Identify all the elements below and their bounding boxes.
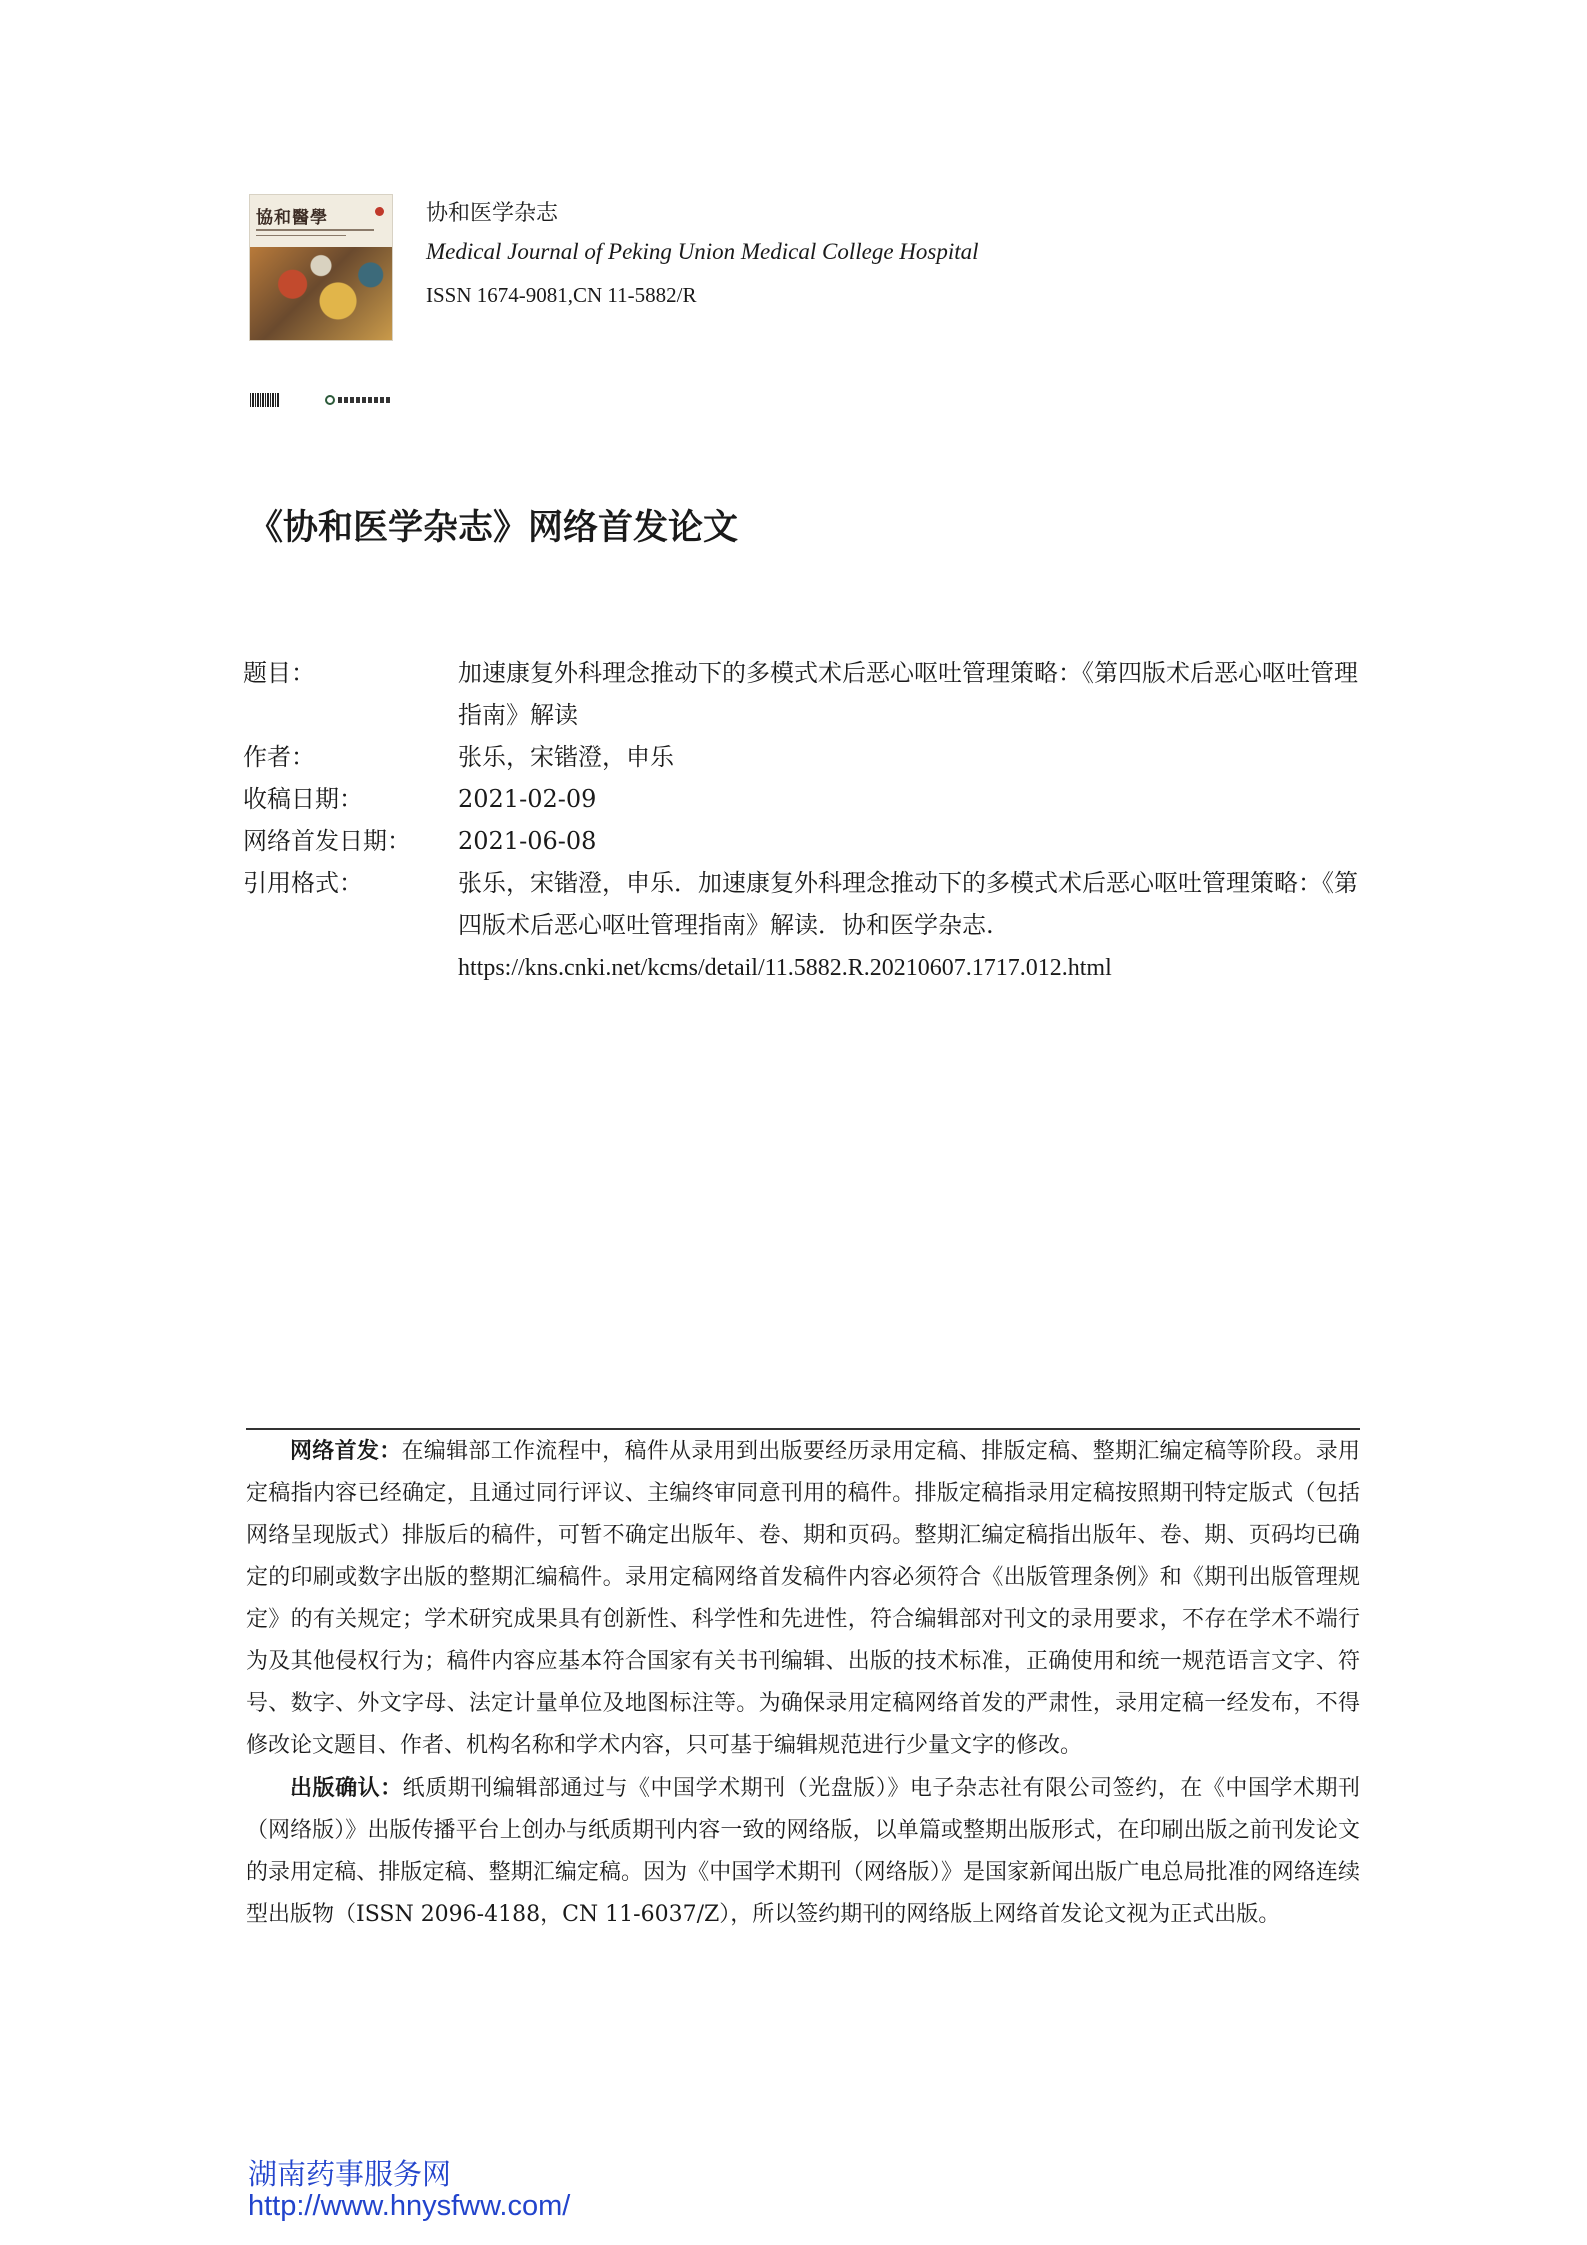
meta-label: 网络首发日期： [243, 827, 411, 855]
meta-row-citation [243, 862, 1363, 989]
logo-emblem-icon [325, 395, 335, 405]
footer-site-name[interactable]: 湖南药事服务网 [248, 2157, 452, 2191]
meta-label: 引用格式： [243, 869, 363, 897]
citation-text: 张乐，宋锴澄，申乐．加速康复外科理念推动下的多模式术后恶心呕吐管理策略：《第四版术后恶心呕吐管理指南》解读．协和医学杂志. [458, 869, 1358, 939]
meta-row-title [243, 652, 1363, 736]
article-metadata [243, 652, 1363, 989]
cover-seal [375, 207, 384, 216]
meta-label: 收稿日期： [243, 785, 363, 813]
notes-section [246, 1430, 1360, 1936]
note-lead: 出版确认： [290, 1775, 403, 1801]
note-publication [246, 1767, 1360, 1936]
citation [458, 862, 1363, 989]
note-text: 在编辑部工作流程中，稿件从录用到出版要经历录用定稿、排版定稿、整期汇编定稿等阶段。录用定稿指内容已经确定，且通过同行评议、主编终审同意刊用的稿件。排版定稿指录用定稿按照期刊特定版式（包括网络呈现版式）排版后的稿件，可暂不确定出版年、卷、期和页码。整期汇编定稿指出版年、卷、期、页码均已确定的印刷或数字出版的整期汇编稿件。录用定稿网络首发稿件内容必须符合《出版管理条例》和《期刊出版管理规定》的有关规定；学术研究成果具有创新性、科学性和先进性，符合编辑部对刊文的录用要求，不存在学术不端行为及其他侵权行为；稿件内容应基本符合国家有关书刊编辑、出版的技术标准，正确使用和统一规范语言文字、符号、数字、外文字母、法定计量单位及地图标注等。为确保录用定稿网络首发的严肃性，录用定稿一经发布，不得修改论文题目、作者、机构名称和学术内容，只可基于编辑规范进行少量文字的修改。 [246, 1439, 1360, 1758]
online-first-date: 2021-06-08 [458, 827, 597, 855]
journal-issn: ISSN 1674-9081,CN 11-5882/R [426, 283, 697, 307]
page-title: 《协和医学杂志》网络首发论文 [248, 508, 739, 548]
meta-row-received [243, 778, 1363, 820]
logo-wordmark [338, 397, 391, 403]
article-title: 加速康复外科理念推动下的多模式术后恶心呕吐管理策略：《第四版术后恶心呕吐管理指南》解读 [458, 659, 1358, 729]
article-authors: 张乐，宋锴澄，申乐 [458, 743, 674, 771]
meta-label: 作者： [243, 743, 315, 771]
cover-title: 協和醫學 [256, 208, 328, 228]
note-text: 纸质期刊编辑部通过与《中国学术期刊（光盘版）》电子杂志社有限公司签约，在《中国学术期刊（网络版）》出版传播平台上创办与纸质期刊内容一致的网络版，以单篇或整期出版形式，在印刷出版之前刊发论文的录用定稿、排版定稿、整期汇编定稿。因为《中国学术期刊（网络版）》是国家新闻出版广电总局批准的网络连续型出版物（ISSN 2096-4188，CN 11-6037/Z），所以签约期刊的网络版上网络首发论文视为正式出版。 [246, 1776, 1360, 1927]
footer-site-link[interactable]: http://www.hnysfww.com/ [248, 2190, 571, 2222]
cover-subtitle-line [256, 235, 346, 236]
meta-row-online [243, 820, 1363, 862]
note-lead: 网络首发： [290, 1438, 402, 1464]
journal-cover-image [250, 195, 392, 340]
note-online-first [246, 1430, 1360, 1767]
citation-link[interactable]: https://kns.cnki.net/kcms/detail/11.5882.R.20210607.1717.012.html [458, 955, 1112, 981]
journal-name-cn: 协和医学杂志 [426, 201, 559, 226]
cover-subtitle-line [256, 229, 374, 231]
meta-label: 题目： [243, 659, 315, 687]
barcode-icon [250, 393, 280, 407]
journal-name-en: Medical Journal of Peking Union Medical College Hospital [426, 239, 979, 264]
received-date: 2021-02-09 [458, 785, 597, 813]
meta-row-authors [243, 736, 1363, 778]
cover-artwork [250, 247, 392, 340]
publisher-logo [325, 393, 391, 407]
